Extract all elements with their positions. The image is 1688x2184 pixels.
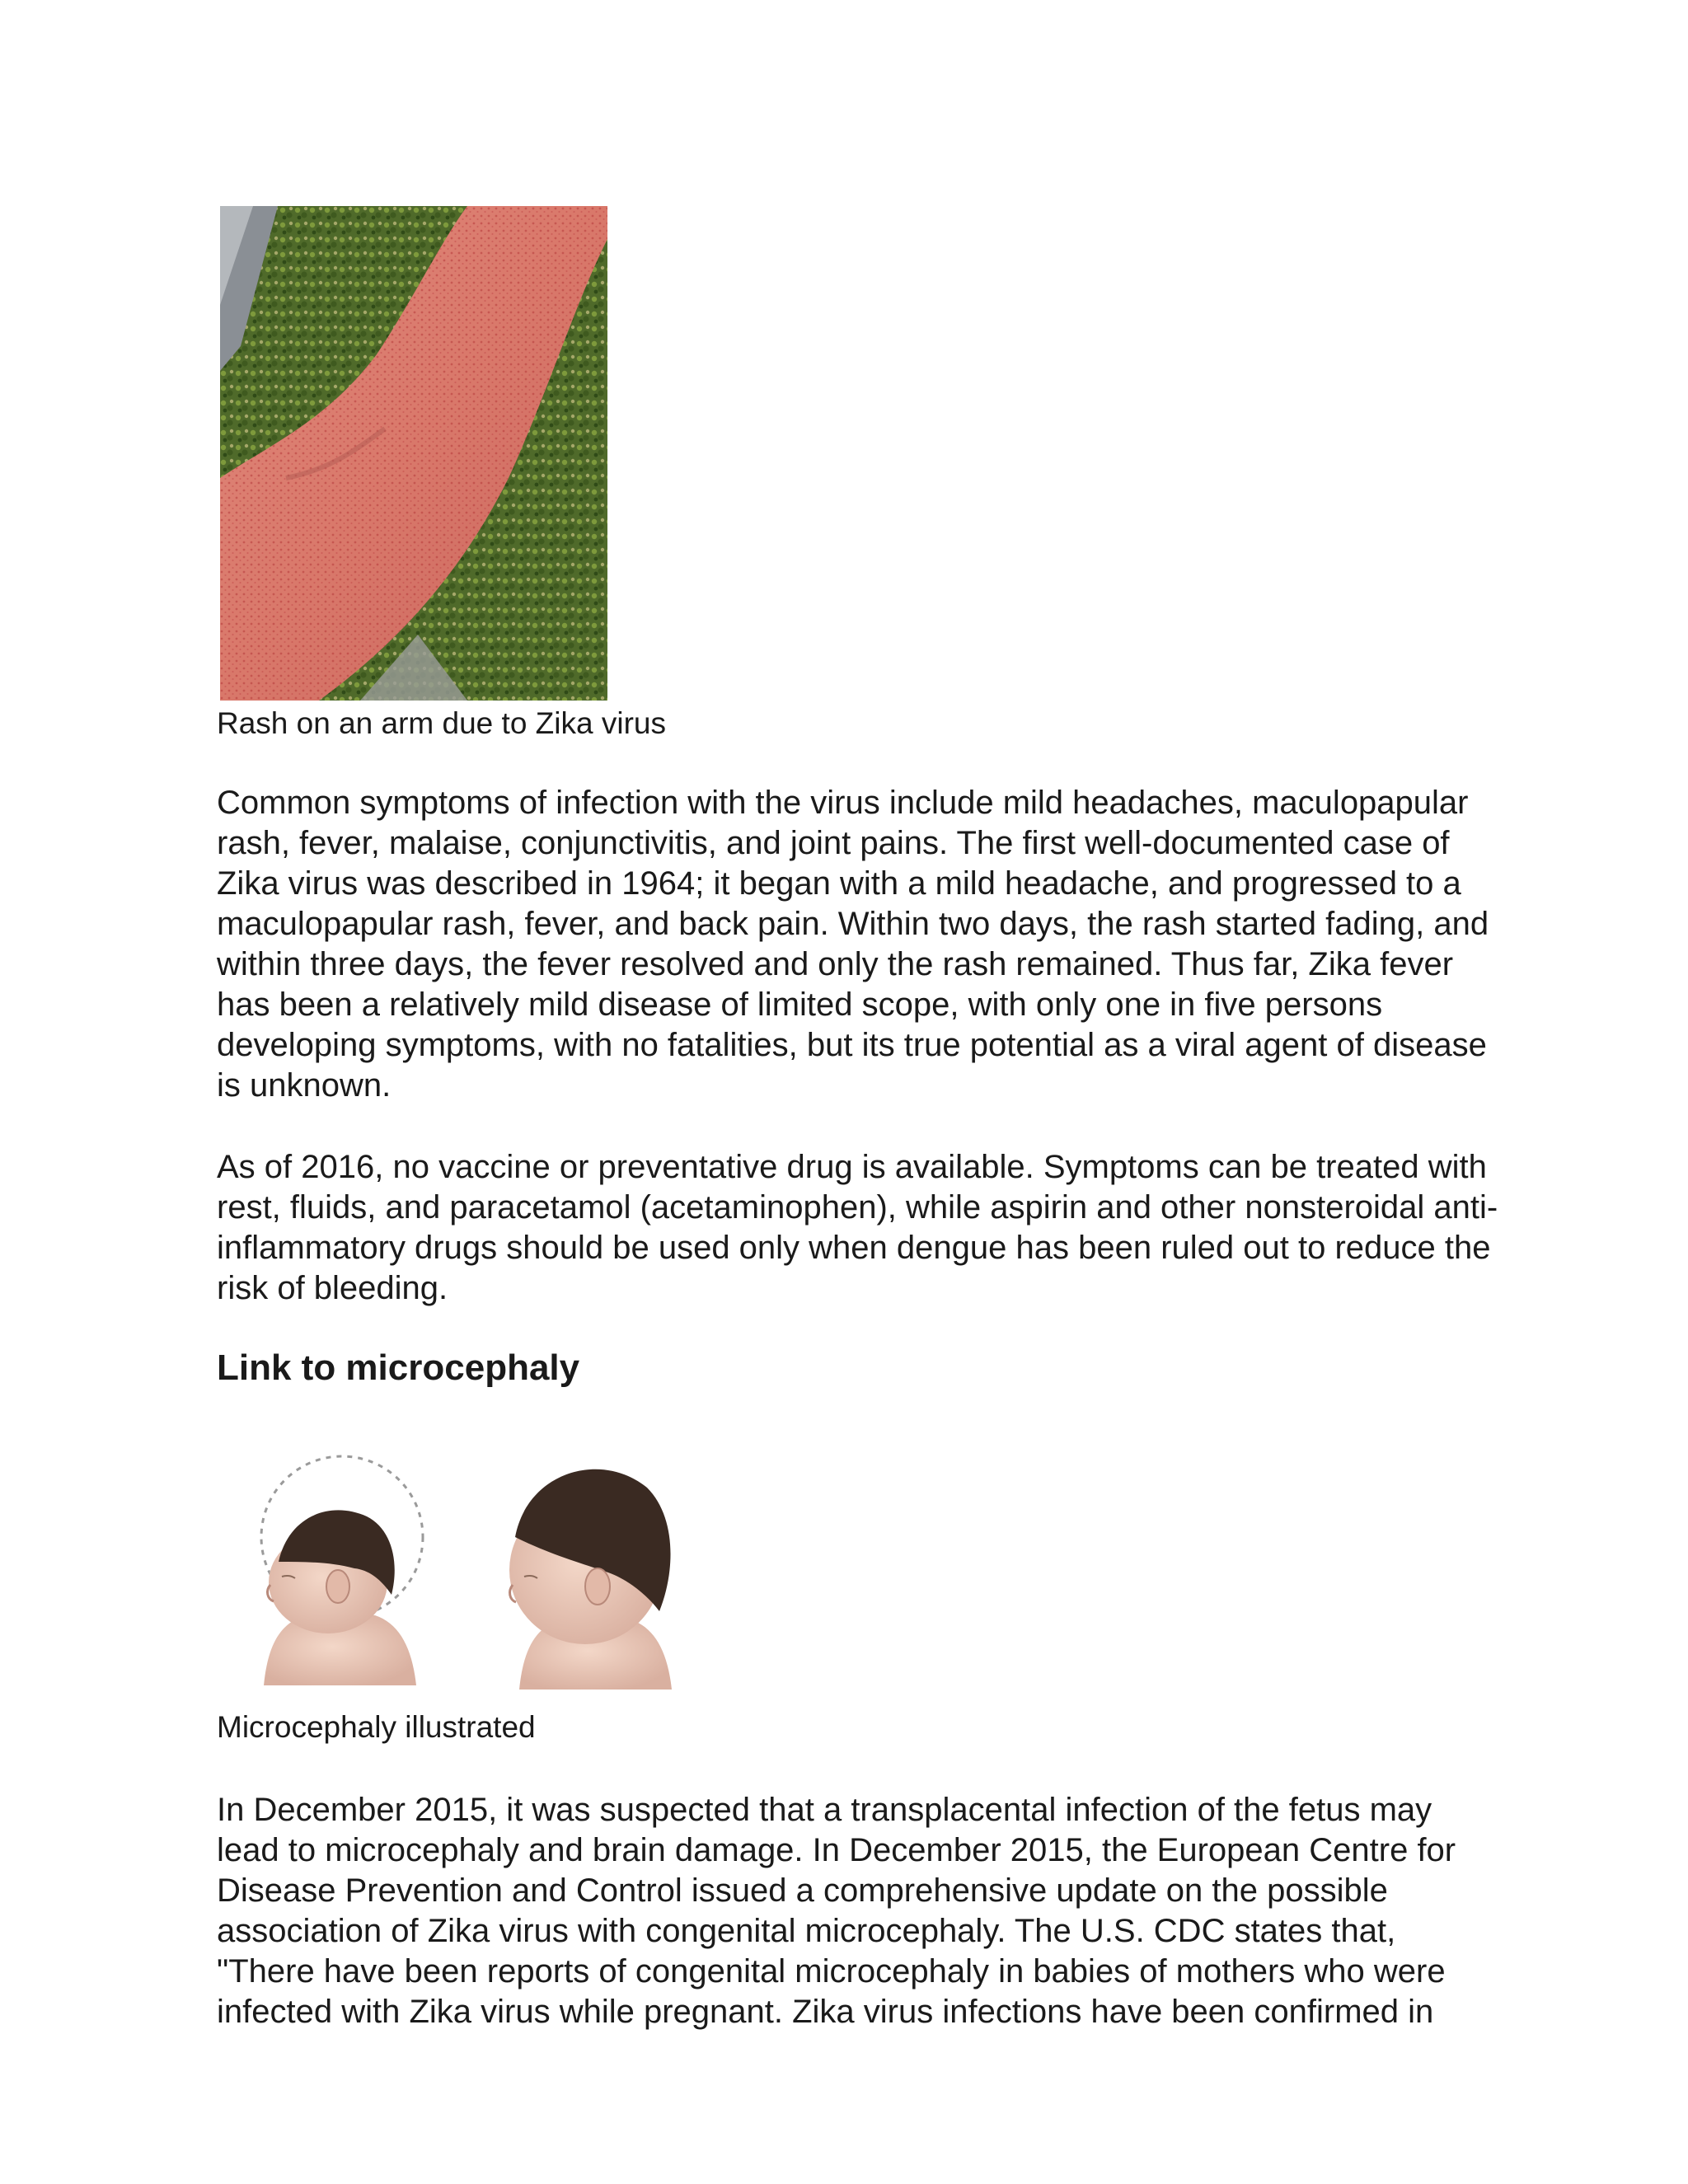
text-line: As of 2016, no vaccine or preventative drug is available. Symptoms can be treated with xyxy=(217,1149,1487,1185)
text-line: rest, fluids, and paracetamol (acetaminophen), while aspirin and other nonsteroidal anti- xyxy=(217,1189,1498,1226)
text-line: In December 2015, it was suspected that a transplacental infection of the fetus may xyxy=(217,1792,1432,1828)
text-line: developing symptoms, with no fatalities, but its true potential as a viral agent of disease xyxy=(217,1027,1487,1063)
text-line: infected with Zika virus while pregnant. Zika virus infections have been confirmed in xyxy=(217,1994,1434,2030)
text-line: has been a relatively mild disease of limited scope, with only one in five persons xyxy=(217,987,1383,1023)
text-line: risk of bleeding. xyxy=(217,1270,448,1306)
microcephaly-paragraph xyxy=(217,1790,1651,2032)
text-line: lead to microcephaly and brain damage. In December 2015, the European Centre for xyxy=(217,1832,1456,1868)
figure-caption-microcephaly: Microcephaly illustrated xyxy=(217,1710,536,1744)
text-line: association of Zika virus with congenital microcephaly. The U.S. CDC states that, xyxy=(217,1913,1396,1949)
microcephaly-illustration xyxy=(231,1438,692,1694)
text-line: Zika virus was described in 1964; it began with a mild headache, and progressed to a xyxy=(217,865,1461,902)
text-line: maculopapular rash, fever, and back pain. Within two days, the rash started fading, and xyxy=(217,906,1489,942)
text-line: is unknown. xyxy=(217,1067,392,1104)
text-line: Disease Prevention and Control issued a comprehensive update on the possible xyxy=(217,1872,1388,1909)
rash-arm-photo xyxy=(220,206,607,701)
treatment-paragraph xyxy=(217,1147,1651,1309)
text-line: inflammatory drugs should be used only when dengue has been ruled out to reduce the xyxy=(217,1230,1491,1266)
text-line: "There have been reports of congenital microcephaly in babies of mothers who were xyxy=(217,1953,1446,1990)
section-heading: Link to microcephaly xyxy=(217,1347,580,1388)
figure-caption-rash: Rash on an arm due to Zika virus xyxy=(217,706,666,740)
text-line: Common symptoms of infection with the virus include mild headaches, maculopapular xyxy=(217,785,1469,821)
text-line: within three days, the fever resolved and only the rash remained. Thus far, Zika fever xyxy=(217,946,1454,982)
symptoms-paragraph xyxy=(217,783,1651,1106)
text-line: rash, fever, malaise, conjunctivitis, and joint pains. The first well-documented case of xyxy=(217,825,1450,861)
